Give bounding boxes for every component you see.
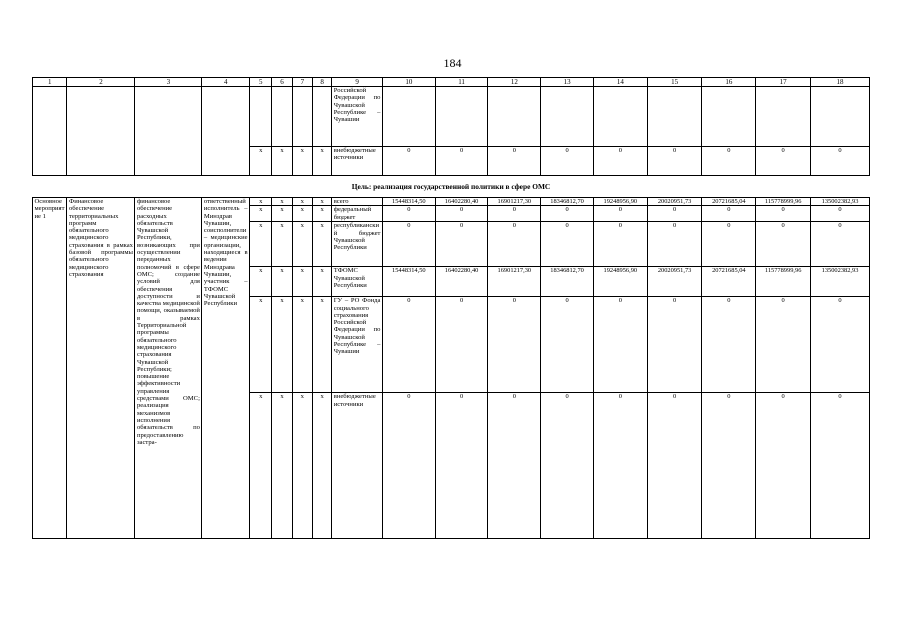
value-cell: 0 xyxy=(811,206,870,222)
column-number: 17 xyxy=(756,78,811,87)
value-cell: 0 xyxy=(488,393,541,539)
goal-heading: Цель: реализация государственной политики в сфере ОМС xyxy=(33,176,870,198)
mark-cell: х xyxy=(292,267,312,297)
value-cell: 15448314,50 xyxy=(382,267,435,297)
mark-cell: х xyxy=(292,206,312,222)
event-title: Финансовое обеспечение территориальных программ обязательного медицинского страхования в рамках базовой программы обязательного медицинского страхования xyxy=(67,198,135,539)
value-cell: 0 xyxy=(541,222,594,267)
value-cell: 0 xyxy=(593,297,647,393)
value-cell: 0 xyxy=(593,393,647,539)
value-cell: 0 xyxy=(811,147,870,176)
value-cell: 15448314,50 xyxy=(382,198,435,206)
value-cell: 0 xyxy=(702,147,756,176)
column-number: 15 xyxy=(647,78,702,87)
value-cell: 0 xyxy=(593,147,647,176)
mark-cell: х xyxy=(272,393,292,539)
mark-cell: х xyxy=(250,198,272,206)
value-cell: 115778999,96 xyxy=(756,267,811,297)
value-cell: 16402280,40 xyxy=(435,198,488,206)
column-number: 9 xyxy=(332,78,383,87)
value-cell: 0 xyxy=(756,393,811,539)
value-cell: 0 xyxy=(702,206,756,222)
value-cell: 0 xyxy=(488,206,541,222)
value-cell: 135002382,93 xyxy=(811,267,870,297)
value-cell: 16402280,40 xyxy=(435,267,488,297)
mark-cell: х xyxy=(272,297,292,393)
funding-source: всего xyxy=(332,198,383,206)
value-cell: 0 xyxy=(435,222,488,267)
table-row xyxy=(33,87,870,147)
value-cell: 0 xyxy=(756,147,811,176)
mark-cell: х xyxy=(312,297,331,393)
value-cell: 0 xyxy=(647,147,702,176)
value-cell: 0 xyxy=(811,393,870,539)
mark-cell: х xyxy=(292,147,312,176)
mark-cell: х xyxy=(272,198,292,206)
value-cell: 0 xyxy=(811,297,870,393)
mark-cell: х xyxy=(250,206,272,222)
column-number: 13 xyxy=(541,78,594,87)
value-cell: 20721685,04 xyxy=(702,198,756,206)
funding-source: ТФОМС Чувашской Республики xyxy=(332,267,383,297)
column-number: 4 xyxy=(202,78,250,87)
mark-cell: х xyxy=(250,297,272,393)
mark-cell: х xyxy=(250,267,272,297)
value-cell: 19248956,90 xyxy=(593,267,647,297)
mark-cell: х xyxy=(292,297,312,393)
column-number: 16 xyxy=(702,78,756,87)
value-cell: 18346812,70 xyxy=(541,267,594,297)
value-cell: 0 xyxy=(756,297,811,393)
value-cell: 0 xyxy=(702,297,756,393)
mark-cell: х xyxy=(272,267,292,297)
column-number: 2 xyxy=(67,78,135,87)
mark-cell: х xyxy=(292,393,312,539)
value-cell: 0 xyxy=(382,222,435,267)
value-cell: 0 xyxy=(593,222,647,267)
column-number: 7 xyxy=(292,78,312,87)
column-number: 14 xyxy=(593,78,647,87)
column-number: 11 xyxy=(435,78,488,87)
value-cell: 0 xyxy=(811,222,870,267)
table-row xyxy=(33,198,870,206)
value-cell: 19248956,90 xyxy=(593,198,647,206)
mark-cell: х xyxy=(312,267,331,297)
value-cell: 0 xyxy=(541,393,594,539)
mark-cell: х xyxy=(272,147,292,176)
value-cell: 18346812,70 xyxy=(541,198,594,206)
column-number: 3 xyxy=(135,78,202,87)
value-cell: 0 xyxy=(488,297,541,393)
value-cell: 0 xyxy=(435,206,488,222)
value-cell: 135002382,93 xyxy=(811,198,870,206)
value-cell: 0 xyxy=(647,206,702,222)
mark-cell: х xyxy=(312,222,331,267)
event-executors: ответственный исполнитель – Минздрав Чувашии, соисполнители – медицинские организации, находящиеся в ведении Минздрава Чувашии, участник – ТФОМС Чувашской Республики xyxy=(202,198,250,539)
mark-cell: х xyxy=(312,147,331,176)
mark-cell: х xyxy=(272,206,292,222)
value-cell: 0 xyxy=(382,206,435,222)
value-cell: 0 xyxy=(382,297,435,393)
mark-cell: х xyxy=(312,198,331,206)
funding-table xyxy=(32,77,870,539)
value-cell: 0 xyxy=(488,147,541,176)
value-cell: 0 xyxy=(702,222,756,267)
value-cell: 0 xyxy=(435,147,488,176)
column-number: 10 xyxy=(382,78,435,87)
value-cell: 0 xyxy=(647,393,702,539)
funding-source: внебюджетные источники xyxy=(332,393,383,539)
funding-source: федеральный бюджет xyxy=(332,206,383,222)
value-cell: 16901217,30 xyxy=(488,267,541,297)
page-number: 184 xyxy=(443,56,462,70)
value-cell: 0 xyxy=(541,147,594,176)
value-cell: 0 xyxy=(647,297,702,393)
column-number: 12 xyxy=(488,78,541,87)
event-description: финансовое обеспечение расходных обязательств Чувашской Республики, возникающих при осуществлении переданных полномочий в сфере ОМС; создание условий для обеспечения доступности и качества медицинской помощи, оказываемой в рамках Территориальной программы обязательного медицинского страхования Чувашской Республики; повышение эффективности управления средствами ОМС; реализация механизмов исполнения обязательств по предоставлению застра- xyxy=(135,198,202,539)
column-number: 1 xyxy=(33,78,67,87)
value-cell: 20020951,73 xyxy=(647,267,702,297)
value-cell: 0 xyxy=(756,206,811,222)
column-number: 18 xyxy=(811,78,870,87)
value-cell: 0 xyxy=(756,222,811,267)
mark-cell: х xyxy=(250,222,272,267)
funding-table-wrapper xyxy=(32,77,870,539)
funding-source: ГУ – РО Фонда социального страхования Российской Федерации по Чувашской Республике – Чувашии xyxy=(332,297,383,393)
value-cell: 20721685,04 xyxy=(702,267,756,297)
funding-source: Российской Федерации по Чувашской Республике – Чувашии xyxy=(332,87,383,147)
value-cell: 0 xyxy=(488,222,541,267)
value-cell: 0 xyxy=(647,222,702,267)
funding-source: республиканский бюджет Чувашской Республики xyxy=(332,222,383,267)
mark-cell: х xyxy=(250,147,272,176)
mark-cell: х xyxy=(272,222,292,267)
value-cell: 0 xyxy=(435,297,488,393)
column-number-row xyxy=(33,78,870,87)
value-cell: 115778999,96 xyxy=(756,198,811,206)
value-cell: 20020951,73 xyxy=(647,198,702,206)
value-cell: 0 xyxy=(382,147,435,176)
column-number: 5 xyxy=(250,78,272,87)
event-name: Основное мероприятие 1 xyxy=(33,198,67,539)
mark-cell: х xyxy=(312,206,331,222)
value-cell: 0 xyxy=(702,393,756,539)
funding-source: внебюджетные источники xyxy=(332,147,383,176)
goal-row xyxy=(33,176,870,198)
value-cell: 0 xyxy=(541,206,594,222)
mark-cell: х xyxy=(292,222,312,267)
value-cell: 0 xyxy=(541,297,594,393)
mark-cell: х xyxy=(312,393,331,539)
value-cell: 0 xyxy=(382,393,435,539)
column-number: 8 xyxy=(312,78,331,87)
mark-cell: х xyxy=(250,393,272,539)
value-cell: 0 xyxy=(435,393,488,539)
value-cell: 16901217,30 xyxy=(488,198,541,206)
mark-cell: х xyxy=(292,198,312,206)
value-cell: 0 xyxy=(593,206,647,222)
column-number: 6 xyxy=(272,78,292,87)
